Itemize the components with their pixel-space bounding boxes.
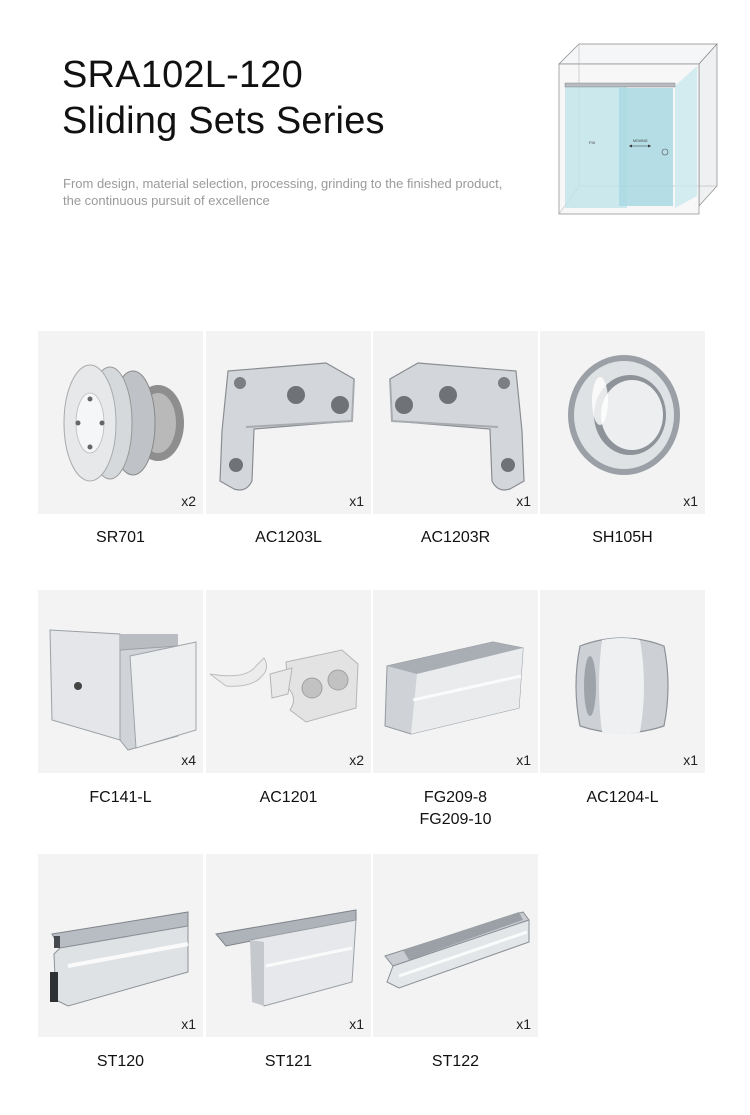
track-profile-icon (38, 854, 203, 1037)
product-card-st120 (38, 854, 203, 1037)
subtitle-line: the continuous pursuit of excellence (63, 193, 270, 208)
title-model: SRA102L-120 (62, 54, 303, 96)
product-code: AC1204-L (586, 789, 659, 806)
product-code (373, 787, 538, 831)
product-quantity: x1 (516, 752, 531, 768)
product-code-line: FG209-8 (423, 789, 488, 806)
product-code-line: FG209-10 (419, 811, 492, 828)
product-card-ac1201 (206, 590, 371, 773)
product-code: SR701 (96, 529, 145, 546)
product-card-fc141-l (38, 590, 203, 773)
product-card-ac1203r (373, 331, 538, 514)
product-code: AC1201 (259, 789, 318, 806)
product-quantity: x2 (181, 493, 196, 509)
stopper-icon (540, 590, 705, 773)
bracket-right-icon (373, 331, 538, 514)
product-code: AC1203R (420, 529, 491, 546)
product-card-st122 (373, 854, 538, 1037)
product-quantity: x1 (683, 752, 698, 768)
floor-guide-icon (373, 590, 538, 773)
title-series: Sliding Sets Series (62, 100, 385, 142)
product-quantity: x1 (516, 493, 531, 509)
product-card-st121 (206, 854, 371, 1037)
shower-enclosure-diagram (549, 36, 725, 216)
glass-clamp-icon (38, 590, 203, 773)
bracket-left-icon (206, 331, 371, 514)
fix-label: FIX (589, 140, 596, 145)
product-code: ST120 (96, 1053, 145, 1070)
page-title (62, 52, 385, 144)
product-quantity: x1 (516, 1016, 531, 1032)
round-handle-icon (540, 331, 705, 514)
product-code: FC141-L (89, 789, 152, 806)
channel-profile-icon (373, 854, 538, 1037)
track-profile-icon (206, 854, 371, 1037)
subtitle-line: From design, material selection, processing, grinding to the finished product, (63, 176, 503, 191)
product-card-fg209 (373, 590, 538, 773)
product-quantity: x1 (349, 1016, 364, 1032)
product-card-ac1204-l (540, 590, 705, 773)
moving-label: MOVING (633, 139, 648, 143)
page-subtitle (63, 175, 543, 209)
product-code: ST122 (431, 1053, 480, 1070)
plastic-guide-icon (206, 590, 371, 773)
product-quantity: x1 (683, 493, 698, 509)
product-code: AC1203L (255, 529, 322, 546)
product-quantity: x1 (349, 493, 364, 509)
product-card-sh105h (540, 331, 705, 514)
product-card-ac1203l (206, 331, 371, 514)
product-card-sr701 (38, 331, 203, 514)
product-quantity: x1 (181, 1016, 196, 1032)
product-quantity: x4 (181, 752, 196, 768)
product-quantity: x2 (349, 752, 364, 768)
roller-icon (38, 331, 203, 514)
product-code: SH105H (592, 529, 653, 546)
product-code: ST121 (264, 1053, 313, 1070)
